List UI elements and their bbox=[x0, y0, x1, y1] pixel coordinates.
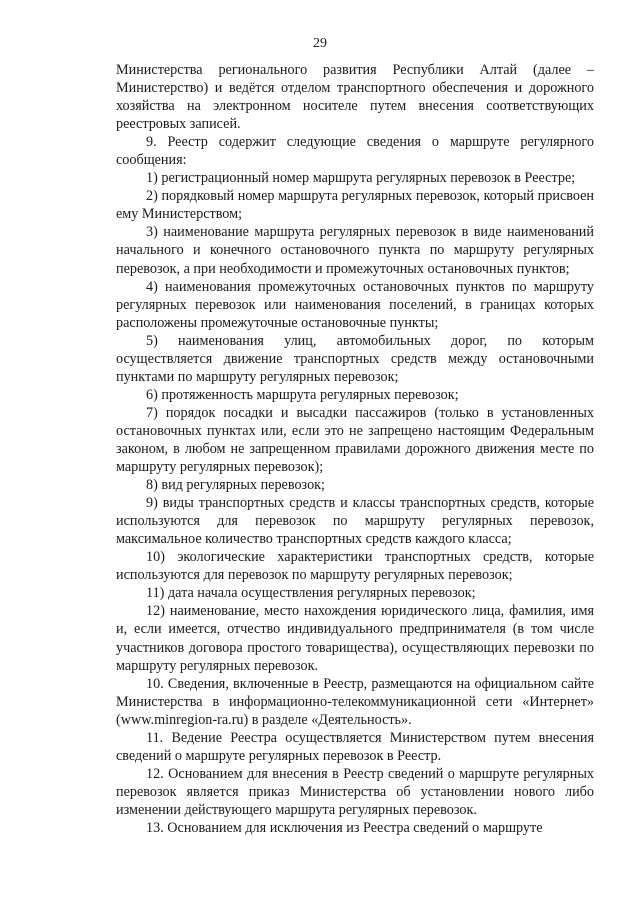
list-item-9-6: 6) протяженность маршрута регулярных перевозок; bbox=[146, 386, 459, 403]
list-item-9-1: 1) регистрационный номер маршрута регулярных перевозок в Реестре; bbox=[146, 170, 576, 187]
list-item-9-2: 2) порядковый номер маршрута регулярных перевозок, который присвоен ему Министерством; bbox=[116, 188, 594, 223]
list-item-9-11: 11) дата начала осуществления регулярных перевозок; bbox=[146, 585, 476, 602]
list-item-9-12: 12) наименование, место нахождения юридического лица, фамилия, имя и, если имеется, отчество индивидуального предпринимателя (в том числе участников договора простого товарищества), осуществляющих перевозки по маршруту регулярных перевозок. bbox=[116, 603, 594, 674]
list-item-9-3: 3) наименование маршрута регулярных перевозок в виде наименований начального и конечного остановочного пункта по маршруту регулярных перевозок, а при необходимости и промежуточных остановочных пунктов; bbox=[116, 224, 594, 277]
document-body bbox=[116, 61, 594, 837]
list-item-9-8: 8) вид регулярных перевозок; bbox=[146, 477, 325, 494]
paragraph-9: 9. Реестр содержит следующие сведения о маршруте регулярного сообщения: bbox=[116, 134, 594, 169]
page-number: 29 bbox=[313, 36, 327, 51]
paragraph-12: 12. Основанием для внесения в Реестр сведений о маршруте регулярных перевозок является приказ Министерства об установлении нового либо изменении действующего маршрута регулярных перевозок. bbox=[116, 765, 594, 818]
paragraph-13: 13. Основанием для исключения из Реестра сведений о маршруте bbox=[146, 819, 543, 836]
paragraph-11: 11. Ведение Реестра осуществляется Министерством путем внесения сведений о маршруте регулярных перевозок в Реестр. bbox=[116, 729, 594, 764]
paragraph-10: 10. Сведения, включенные в Реестр, размещаются на официальном сайте Министерства в информационно-телекоммуникационной сети «Интернет» (www.minregion-ra.ru) в разделе «Деятельность». bbox=[116, 675, 594, 728]
list-item-9-10: 10) экологические характеристики транспортных средств, которые используются для перевозок по маршруту регулярных перевозок; bbox=[116, 549, 594, 584]
list-item-9-5: 5) наименования улиц, автомобильных дорог, по которым осуществляется движение транспортных средств между остановочными пунктами по маршруту регулярных перевозок; bbox=[116, 332, 594, 385]
paragraph-intro: Министерства регионального развития Республики Алтай (далее – Министерство) и ведётся отделом транспортного обеспечения и дорожного хозяйства на электронном носителе путем внесения соответствующих реестровых записей. bbox=[116, 62, 594, 133]
list-item-9-9: 9) виды транспортных средств и классы транспортных средств, которые используются для перевозок по маршруту регулярных перевозок, максимальное количество транспортных средств каждого класса; bbox=[116, 495, 594, 548]
list-item-9-4: 4) наименования промежуточных остановочных пунктов по маршруту регулярных перевозок или наименования поселений, в границах которых расположены промежуточные остановочные пункты; bbox=[116, 278, 594, 331]
list-item-9-7: 7) порядок посадки и высадки пассажиров (только в установленных остановочных пунктах или, если это не запрещено настоящим Федеральным законом, в любом не запрещенном правилами дорожного движения месте по маршруту регулярных перевозок); bbox=[116, 404, 594, 476]
